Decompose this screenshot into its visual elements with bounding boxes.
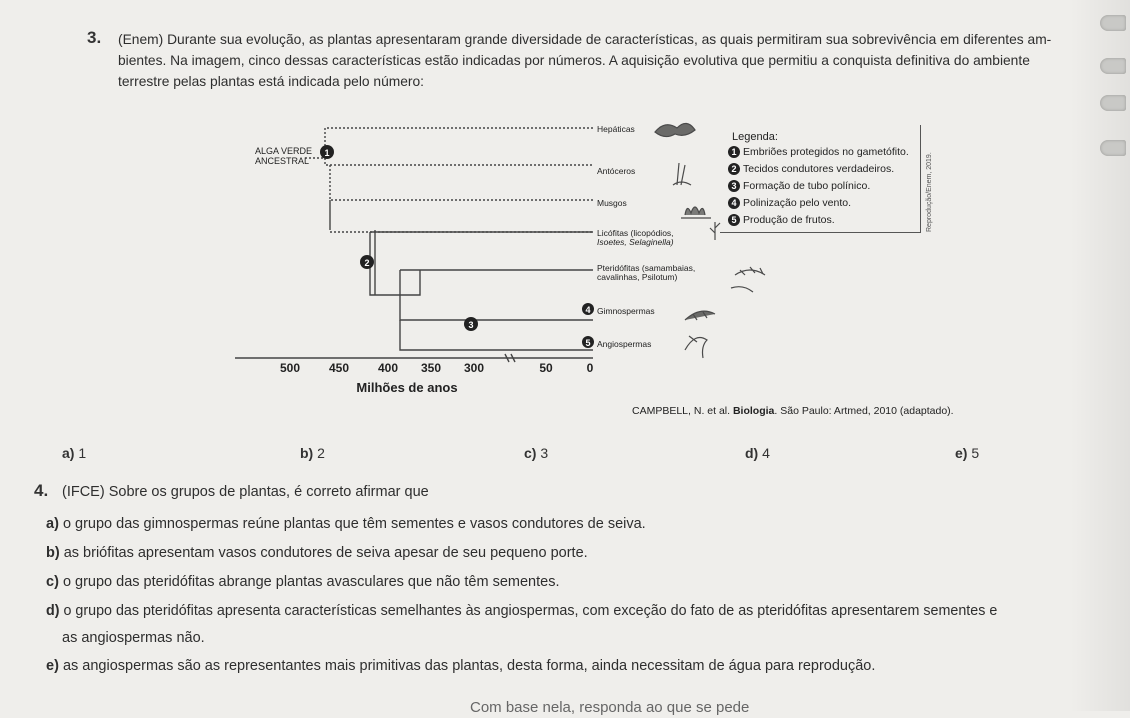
group-label-antoceros: Antóceros	[597, 166, 636, 176]
option-text: o grupo das gimnospermas reúne plantas que têm sementes e vasos condutores de seiva.	[62, 516, 646, 532]
question-3-line: bientes. Na imagem, cinco dessas características estão indicadas por números. A aquisição evolutiva que permitiu a conquista definitiva do ambiente	[118, 53, 1030, 68]
question-4-number: 4.	[34, 481, 49, 500]
footer-partial-text: Com base nela, responda ao que se pede	[470, 699, 750, 716]
q4-option-e[interactable]	[46, 656, 875, 676]
legend-credit: Reprodução/Enem, 2019.	[926, 152, 933, 232]
group-label-gimnospermas: Gimnospermas	[597, 306, 655, 316]
marker-5-label: 5	[585, 338, 591, 348]
plant-antoceros-icon	[673, 163, 691, 185]
marker-4-label: 4	[585, 305, 591, 315]
axis-tick: 500	[279, 361, 301, 375]
page-tab-marker	[1100, 58, 1126, 74]
option-letter: e)	[955, 445, 968, 461]
option-text: as briófitas apresentam vasos condutores de seiva apesar de seu pequeno porte.	[63, 545, 588, 561]
option-letter: c)	[46, 574, 59, 590]
marker-2-label: 2	[364, 258, 370, 268]
legend-text-1: Embriões protegidos no gametófito.	[743, 146, 909, 158]
legend-text-4: Polinização pelo vento.	[743, 197, 851, 209]
group-label-hepaticas: Hepáticas	[597, 124, 635, 134]
group-label-licofitas: Licófitas (licopódios,	[597, 228, 674, 238]
marker-1-label: 1	[324, 148, 330, 158]
plant-angiosperma-icon	[685, 336, 707, 358]
plant-hepatica-icon	[655, 123, 695, 136]
option-text: as angiospermas são as representantes mais primitivas das plantas, desta forma, ainda necessitam de água para reprodução.	[62, 658, 876, 674]
plant-licofita-icon	[710, 222, 720, 240]
option-letter: a)	[62, 445, 75, 461]
legend-text-2: Tecidos condutores verdadeiros.	[743, 163, 895, 175]
root-label-line-1: ALGA VERDE	[255, 146, 313, 156]
axis-tick: 450	[328, 361, 350, 375]
plant-musgo-icon	[681, 207, 711, 218]
page-tab-marker	[1100, 95, 1126, 111]
plant-gimnosperma-icon	[685, 311, 715, 320]
option-letter: d)	[745, 445, 759, 461]
q3-option-b[interactable]	[300, 445, 325, 461]
source-title: Biologia	[732, 405, 775, 417]
figure-source	[632, 405, 954, 417]
q3-option-d[interactable]	[745, 445, 770, 461]
legend-item-3	[728, 180, 870, 192]
legend-badge-4: 4	[728, 197, 740, 209]
page-tab-marker	[1100, 140, 1126, 156]
option-letter: d)	[46, 603, 60, 619]
option-letter: b)	[46, 545, 60, 561]
axis-tick: 50	[539, 361, 553, 375]
q3-option-c[interactable]	[524, 445, 548, 461]
option-letter: c)	[524, 445, 537, 461]
legend-text-5: Produção de frutos.	[743, 214, 835, 226]
option-text: 2	[317, 445, 325, 461]
q4-option-b[interactable]	[46, 543, 588, 563]
legend-badge-5: 5	[728, 214, 740, 226]
question-4-stem: (IFCE) Sobre os grupos de plantas, é correto afirmar que	[62, 484, 429, 500]
branch-antoceros	[330, 165, 593, 200]
legend-item-2	[728, 163, 894, 175]
marker-3-label: 3	[468, 320, 474, 330]
group-label-licofitas-2: Isoetes, Selaginella)	[597, 237, 674, 247]
branch-lico-real	[370, 232, 593, 295]
q3-option-a[interactable]	[62, 445, 86, 461]
option-text: 4	[762, 445, 770, 461]
group-label-angiospermas: Angiospermas	[597, 339, 652, 349]
group-label-pteridofitas: Pteridófitas (samambaias,	[597, 263, 696, 273]
legend-text-3: Formação de tubo polínico.	[743, 180, 871, 192]
option-letter: e)	[46, 658, 59, 674]
axis-tick: 350	[420, 361, 442, 375]
q4-option-d-continued	[62, 628, 205, 648]
source-prefix: CAMPBELL, N. et al.	[632, 405, 733, 417]
source-suffix: . São Paulo: Artmed, 2010 (adaptado).	[774, 405, 954, 417]
legend-item-4	[728, 197, 851, 209]
branch-hepaticas	[305, 128, 593, 158]
branch-root	[325, 158, 593, 165]
question-3-line: terrestre pelas plantas está indicada pelo número:	[118, 74, 425, 89]
option-letter: b)	[300, 445, 314, 461]
option-text: 1	[78, 445, 87, 461]
root-label-line-2: ANCESTRAL	[255, 156, 310, 166]
legend-title: Legenda:	[732, 131, 778, 143]
legend-item-1	[728, 146, 909, 158]
option-text: o grupo das pteridófitas apresenta características semelhantes às angiospermas, com exceção do fato de as pteridófitas apresentarem sementes e	[63, 603, 998, 619]
legend-badge-3: 3	[728, 180, 740, 192]
plant-samambaia-icon	[731, 267, 765, 292]
axis-tick: 300	[463, 361, 485, 375]
legend-badge-2: 2	[728, 163, 740, 175]
q4-option-d[interactable]	[46, 601, 997, 621]
page-tab-marker	[1100, 15, 1126, 31]
group-label-musgos: Musgos	[597, 198, 627, 208]
group-label-pteridofitas-2: cavalinhas, Psilotum)	[597, 272, 678, 282]
q4-option-c[interactable]	[46, 572, 559, 592]
legend-item-5	[728, 214, 835, 226]
axis-tick: 400	[377, 361, 399, 375]
question-3-line: (Enem) Durante sua evolução, as plantas apresentaram grande diversidade de características, as quais permitiram sua sobrevivência em diferentes am-	[118, 32, 1052, 47]
marker-group	[320, 145, 594, 348]
option-text: as angiospermas não.	[62, 630, 205, 646]
branch-angiospermas	[400, 320, 593, 350]
option-letter: a)	[46, 516, 59, 532]
legend-box	[720, 125, 921, 233]
option-text: 5	[971, 445, 980, 461]
axis-tick: 0	[586, 361, 594, 375]
q4-option-a[interactable]	[46, 514, 646, 534]
question-3-number: 3.	[87, 28, 102, 47]
axis-title: Milhões de anos	[356, 380, 458, 395]
branch-gimnospermas	[400, 270, 593, 320]
option-text: 3	[540, 445, 549, 461]
option-text: o grupo das pteridófitas abrange plantas avasculares que não têm sementes.	[62, 574, 560, 590]
legend-badge-1: 1	[728, 146, 740, 158]
branch-pteridofitas	[400, 270, 593, 295]
q3-option-e[interactable]	[955, 445, 979, 461]
